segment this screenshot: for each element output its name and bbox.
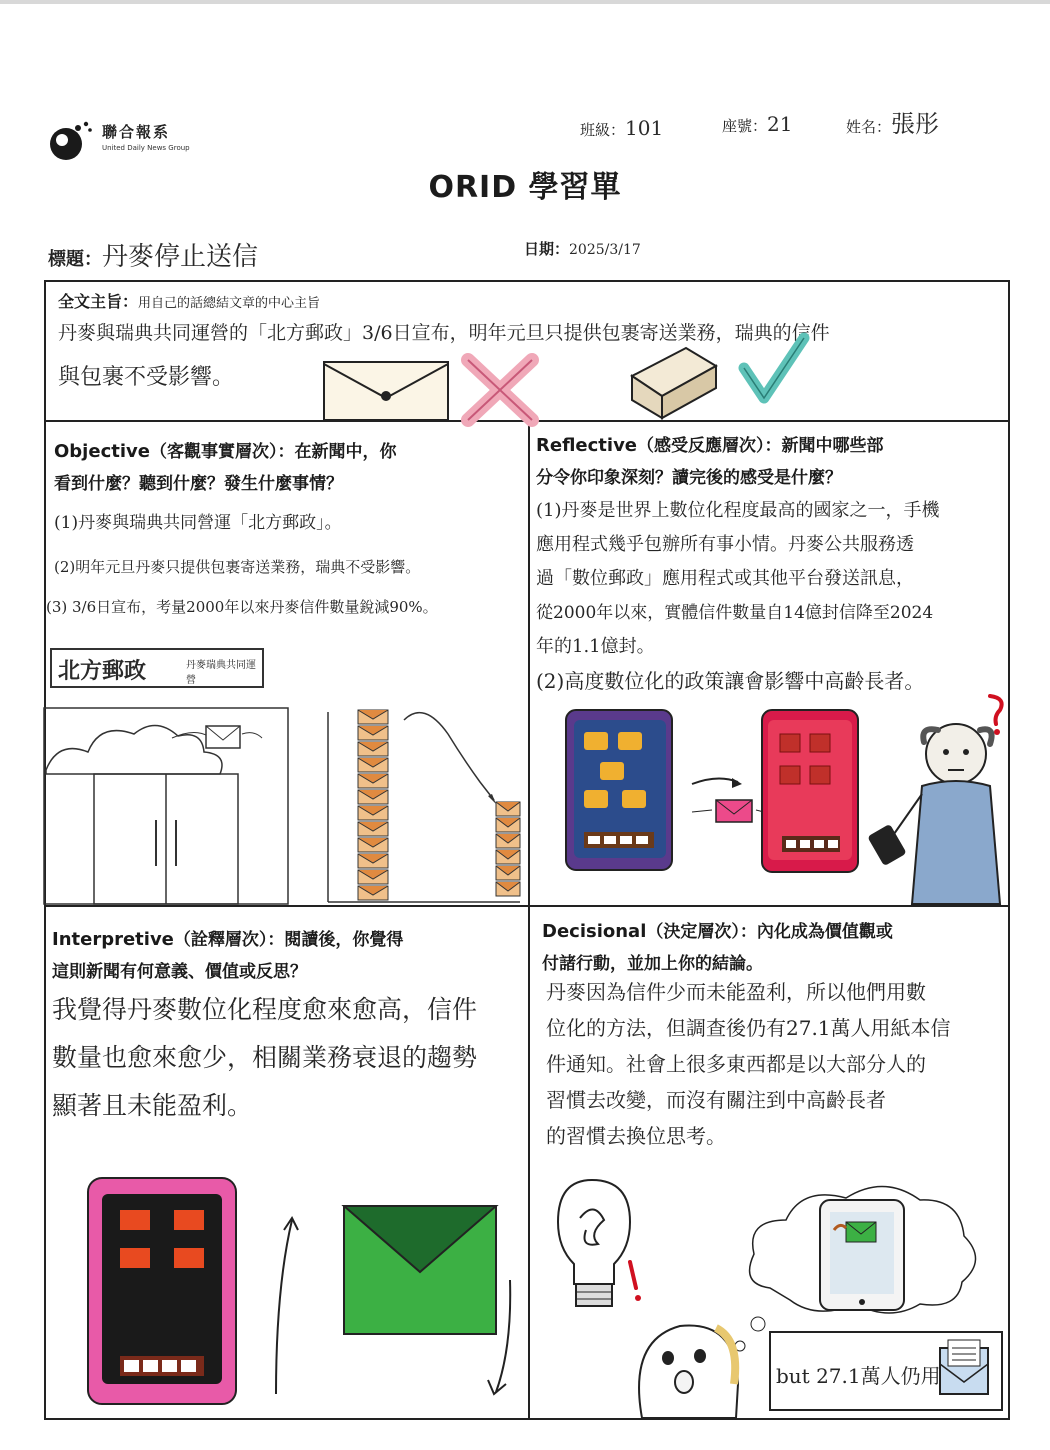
objective-title-en: Objective [54, 441, 150, 462]
reflective-line: 年的1.1億封。 [536, 636, 655, 657]
reflective-heading [536, 430, 884, 494]
class-label: 班級： [580, 121, 626, 139]
seat-field [722, 112, 792, 136]
name-field [846, 104, 939, 139]
top-border [0, 0, 1050, 4]
objective-heading [54, 436, 396, 500]
interpretive-line: 我覺得丹麥數位化程度愈來愈高，信件 [52, 995, 478, 1024]
reflective-line: (1)丹麥是世界上數位化程度最高的國家之一，手機 [536, 500, 940, 521]
reflective-line: 過「數位郵政」應用程式或其他平台發送訊息， [536, 568, 914, 589]
cross-mark-icon [460, 354, 540, 426]
decisional-heading [542, 916, 893, 980]
objective-title-zh: （客觀事實層次）：在新聞中，你 [149, 442, 397, 462]
interpretive-illustration [80, 1168, 520, 1412]
org-logo [44, 118, 214, 168]
decisional-line: 的習慣去換位思考。 [546, 1124, 726, 1148]
interpretive-heading [52, 924, 403, 988]
objective-illustration [44, 690, 528, 904]
decisional-line: 位化的方法，但調查後仍有27.1萬人用紙本信 [546, 1016, 951, 1040]
decisional-line: 習慣去改變，而沒有關注到中高齡長者 [546, 1088, 886, 1112]
main-idea-hint: 用自己的話總結文章的中心主旨 [138, 296, 321, 311]
interpretive-line: 數量也愈來愈少，相關業務衰退的趨勢 [52, 1043, 478, 1072]
interpretive-title-en: Interpretive [52, 929, 174, 950]
interpretive-line: 顯著且未能盈利。 [52, 1091, 253, 1120]
topic-field [48, 236, 258, 273]
topic-value: 丹麥停止送信 [102, 242, 259, 272]
objective-item: (1)丹麥與瑞典共同營運「北方郵政」。 [54, 513, 342, 533]
class-field [580, 116, 663, 140]
topic-label: 標題： [48, 249, 102, 270]
reflective-title-zh: （感受反應層次）：新聞中哪些部 [637, 436, 884, 456]
decisional-answer [546, 974, 951, 1154]
main-idea-line: 丹麥與瑞典共同運營的「北方郵政」3/6日宣布，明年元旦只提供包裹寄送業務，瑞典的信件 [58, 322, 830, 344]
decisional-title-en: Decisional [542, 921, 647, 942]
logo-mark-icon [44, 118, 100, 168]
decisional-line: 件通知。社會上很多東西都是以大部分人的 [546, 1052, 926, 1076]
objective-item: (3) 3/6日宣布，考量2000年以來丹麥信件數量銳減90%。 [46, 598, 438, 616]
decisional-title-line2: 付諸行動，並加上你的結論。 [542, 954, 763, 974]
interpretive-title-zh: （詮釋層次）：閱讀後，你覺得 [173, 930, 404, 950]
reflective-answer [536, 494, 940, 698]
seat-value: 21 [767, 112, 793, 136]
reflective-line: 從2000年以來，實體信件數量自14億封信降至2024 [536, 603, 934, 623]
interpretive-title-line2: 這則新聞有何意義、價值或反思？ [52, 962, 307, 982]
name-value: 張彤 [891, 110, 940, 138]
sheet-title: ORID 學習單 [428, 170, 622, 205]
sign-text: 北方郵政 [58, 658, 147, 684]
name-label: 姓名： [846, 118, 892, 136]
check-mark-icon [738, 332, 810, 406]
reflective-title-line2: 分令你印象深刻？讀完後的感受是什麼？ [536, 468, 842, 488]
reflective-title-en: Reflective [536, 435, 638, 456]
objective-item: (2)明年元旦丹麥只提供包裹寄送業務，瑞典不受影響。 [54, 558, 421, 576]
seat-label: 座號： [722, 117, 768, 135]
postnord-sign [50, 648, 264, 688]
interpretive-answer [52, 986, 477, 1130]
divider [528, 420, 530, 1420]
objective-title-line2: 看到什麼？聽到什麼？發生什麼事情？ [54, 474, 343, 494]
org-name-en: United Daily News Group [102, 144, 190, 152]
reflective-illustration [560, 690, 1020, 904]
main-idea-heading [58, 290, 320, 316]
date-label: 日期： [524, 240, 570, 258]
main-idea-label: 全文主旨： [58, 292, 139, 311]
class-value: 101 [625, 116, 664, 140]
letter-envelope-icon [322, 358, 452, 424]
sign-small-text: 丹麥瑞典共同運營 [186, 660, 256, 686]
divider [44, 905, 1010, 907]
package-box-icon [628, 336, 720, 422]
main-idea-line: 與包裹不受影響。 [58, 365, 235, 390]
decisional-title-zh: （決定層次）：內化成為價值觀或 [646, 922, 893, 942]
reflective-line: 應用程式幾乎包辦所有事小情。丹麥公共服務透 [536, 534, 914, 555]
reflective-line: (2)高度數位化的政策讓會影響中高齡長者。 [536, 669, 925, 693]
org-name: 聯合報系 [102, 123, 171, 141]
date-field [524, 238, 641, 259]
date-value: 2025/3/17 [569, 242, 641, 258]
decisional-line: 丹麥因為信件少而未能盈利，所以他們用數 [546, 980, 926, 1004]
decisional-note: but 27.1萬人仍用 [776, 1364, 941, 1388]
